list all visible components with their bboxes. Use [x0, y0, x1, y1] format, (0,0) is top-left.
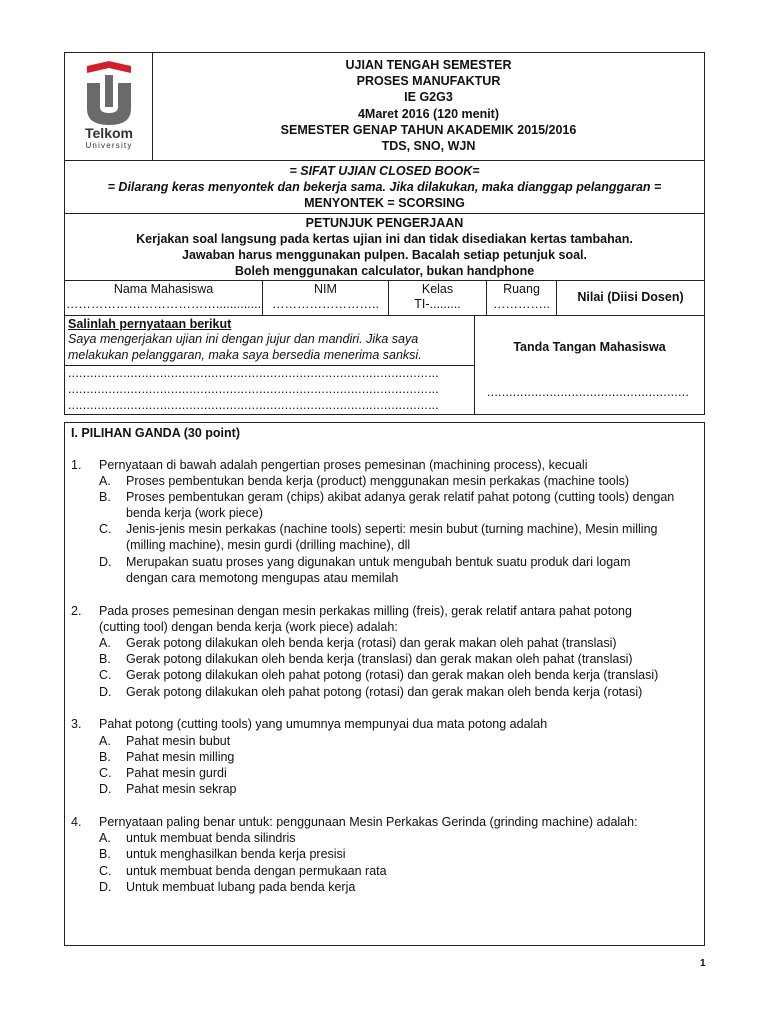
q3-text: Pahat potong (cutting tools) yang umumnya mempunyai dua mata potong adalah [99, 717, 548, 731]
page-number: 1 [700, 958, 706, 969]
logo-sub: University [85, 141, 133, 150]
q4-number: 4. [71, 815, 82, 829]
q3-b-text: Pahat mesin milling [126, 750, 235, 764]
ruang-blank[interactable]: ………….. [493, 297, 550, 311]
section-title: I. PILIHAN GANDA (30 point) [71, 426, 240, 440]
q1-c-text-1: Jenis-jenis mesin perkakas (nachine tools) seperti: mesin bubut (turning machine), Mesin milling [126, 522, 658, 536]
q4-d-text: Untuk membuat lubang pada benda kerja [126, 880, 356, 894]
exam-date: 4Maret 2016 (120 menit) [357, 106, 500, 121]
academic-year: SEMESTER GENAP TAHUN AKADEMIK 2015/2016 [280, 122, 577, 137]
q1-d-text-1: Merupakan suatu proses yang digunakan untuk mengubah bentuk suatu produk dari logam [126, 555, 631, 569]
q3-b-label[interactable]: B. [99, 750, 111, 764]
q2-a-label[interactable]: A. [99, 636, 111, 650]
q4-b-text: untuk menghasilkan benda kerja presisi [126, 847, 346, 861]
lecturers: TDS, SNO, WJN [381, 139, 476, 154]
q1-number: 1. [71, 458, 82, 472]
instructions-title: PETUNJUK PENGERJAAN [305, 216, 464, 230]
signature-cell [475, 316, 704, 414]
q3-number: 3. [71, 717, 82, 731]
nama-blank[interactable]: ………………………………............. [65, 297, 262, 311]
ruang-cell [487, 281, 557, 315]
copy-line-1[interactable]: ..................................................................................................... [68, 366, 439, 380]
q3-c-label[interactable]: C. [99, 766, 112, 780]
rule-penalty: MENYONTEK = SCORSING [304, 196, 465, 210]
ruang-label: Ruang [503, 282, 540, 296]
exam-header-box [64, 52, 705, 415]
q2-d-label[interactable]: D. [99, 685, 112, 699]
statement-heading: Salinlah pernyataan berikut [68, 317, 232, 331]
q3-d-text: Pahat mesin sekrap [126, 782, 237, 796]
questions-box [64, 422, 705, 946]
q2-b-text: Gerak potong dilakukan oleh benda kerja (translasi) dan gerak makan oleh pahat (translasi) [126, 652, 633, 666]
instruction-1: Kerjakan soal langsung pada kertas ujian ini dan tidak disediakan kertas tambahan. [136, 232, 633, 246]
q1-b-label[interactable]: B. [99, 490, 111, 504]
logo-brand: Telkom [85, 125, 133, 141]
nim-blank[interactable]: …………………….. [272, 297, 379, 311]
q2-c-label[interactable]: C. [99, 668, 112, 682]
q4-c-text: untuk membuat benda dengan permukaan rata [126, 864, 387, 878]
q1-b-text-2: benda kerja (work piece) [126, 506, 263, 520]
nilai-label: Nilai (Diisi Dosen) [577, 290, 684, 304]
q4-d-label[interactable]: D. [99, 880, 112, 894]
q4-a-text: untuk membuat benda silindris [126, 831, 296, 845]
instruction-2: Jawaban harus menggunakan pulpen. Bacalah setiap petunjuk soal. [182, 248, 587, 262]
statement-text-1: Saya mengerjakan ujian ini dengan jujur dan mandiri. Jika saya [68, 332, 419, 346]
identity-row [65, 281, 704, 316]
signature-label: Tanda Tangan Mahasiswa [513, 340, 666, 354]
nama-cell [65, 281, 263, 315]
q4-c-label[interactable]: C. [99, 864, 112, 878]
course-code: IE G2G3 [404, 90, 453, 105]
kelas-cell [389, 281, 487, 315]
signature-line[interactable]: ....................................................... [487, 385, 690, 399]
rule-no-cheating: = Dilarang keras menyontek dan bekerja sama. Jika dilakukan, maka dianggap pelanggaran = [107, 180, 662, 194]
q2-a-text: Gerak potong dilakukan oleh benda kerja (rotasi) dan gerak makan oleh pahat (translasi) [126, 636, 617, 650]
q3-c-text: Pahat mesin gurdi [126, 766, 227, 780]
nilai-cell [557, 281, 704, 315]
q1-a-label[interactable]: A. [99, 474, 111, 488]
q1-b-text-1: Proses pembentukan geram (chips) akibat adanya gerak relatif pahat potong (cutting tools) dengan [126, 490, 675, 504]
logo-cell [65, 53, 153, 160]
nama-label: Nama Mahasiswa [113, 282, 214, 296]
q1-c-label[interactable]: C. [99, 522, 112, 536]
q2-d-text: Gerak potong dilakukan oleh pahat potong (rotasi) dan gerak makan oleh benda kerja (rotasi) [126, 685, 643, 699]
q3-a-label[interactable]: A. [99, 734, 111, 748]
q2-c-text: Gerak potong dilakukan oleh pahat potong (rotasi) dan gerak makan oleh benda kerja (translasi) [126, 668, 659, 682]
statement-text-2: melakukan pelanggaran, maka saya bersedia menerima sanksi. [68, 348, 422, 362]
course-name: PROSES MANUFAKTUR [356, 74, 501, 89]
q2-b-label[interactable]: B. [99, 652, 111, 666]
q3-d-label[interactable]: D. [99, 782, 112, 796]
copy-line-2[interactable]: ..................................................................................................... [68, 382, 439, 396]
q4-b-label[interactable]: B. [99, 847, 111, 861]
q1-a-text: Proses pembentukan benda kerja (product) menggunakan mesin perkakas (machine tools) [126, 474, 630, 488]
nim-label: NIM [314, 282, 337, 296]
title-row [65, 53, 704, 161]
q1-d-label[interactable]: D. [99, 555, 112, 569]
rules-row [65, 161, 704, 214]
statement-cell [65, 316, 475, 414]
q3-a-text: Pahat mesin bubut [126, 734, 231, 748]
q4-a-label[interactable]: A. [99, 831, 111, 845]
statement-row [65, 316, 704, 414]
instruction-3: Boleh menggunakan calculator, bukan handphone [234, 264, 535, 278]
q1-text: Pernyataan di bawah adalah pengertian proses pemesinan (machining process), kecuali [99, 458, 588, 472]
exam-titles [153, 53, 704, 157]
kelas-blank[interactable]: TI-......... [414, 297, 461, 311]
rule-closed-book: = SIFAT UJIAN CLOSED BOOK= [289, 164, 480, 178]
q2-text-1: Pada proses pemesinan dengan mesin perkakas milling (freis), gerak relatif antara pahat potong [99, 604, 632, 618]
nim-cell [263, 281, 389, 315]
kelas-label: Kelas [421, 282, 454, 296]
q1-c-text-2: (milling machine), mesin gurdi (drilling machine), dll [126, 538, 411, 552]
instructions-row [65, 214, 704, 281]
copy-line-3[interactable]: ..................................................................................................... [68, 398, 439, 412]
q1-d-text-2: dengan cara memotong mengupas atau memilah [126, 571, 399, 585]
exam-title: UJIAN TENGAH SEMESTER [345, 58, 512, 72]
q2-text-2: (cutting tool) dengan benda kerja (work piece) adalah: [99, 620, 398, 634]
q4-text: Pernyataan paling benar untuk: penggunaan Mesin Perkakas Gerinda (grinding machine) adalah: [99, 815, 638, 829]
q2-number: 2. [71, 604, 82, 618]
